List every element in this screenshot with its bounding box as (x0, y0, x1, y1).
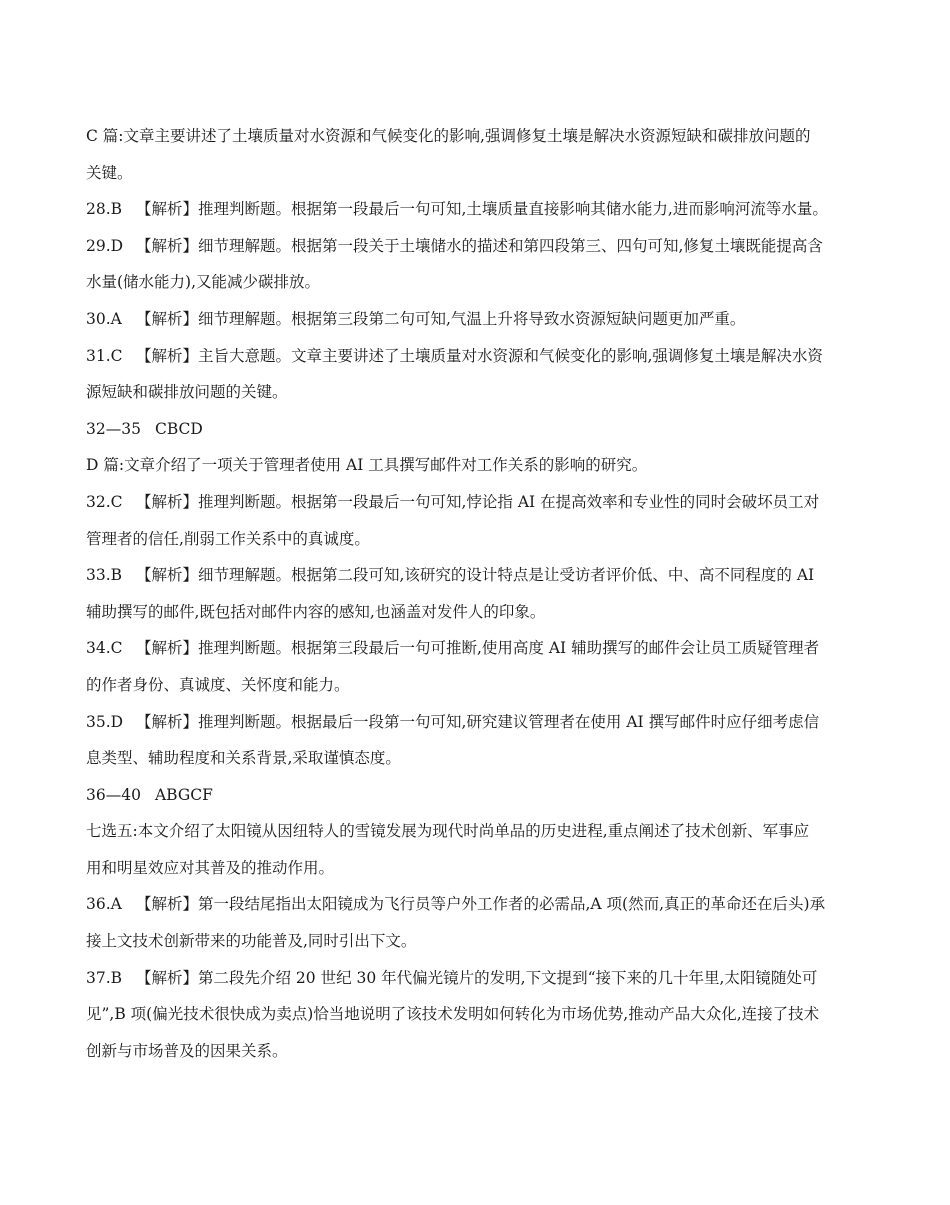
answer-explanations (86, 118, 872, 1069)
answer-item: 35.D 【解析】推理判断题。根据最后一段第一句可知,研究建议管理者在使用 AI 撰写邮件时应仔细考虑信 (86, 704, 872, 741)
question-number: 37.B (86, 968, 123, 987)
text-line: 息类型、辅助程度和关系背景,采取谨慎态度。 (86, 749, 401, 768)
question-range: 36—40 (86, 785, 141, 804)
question-number: 29.D (86, 236, 124, 255)
question-number: 36.A (86, 895, 122, 914)
question-range: 32—35 (86, 419, 141, 438)
text-line: 七选五:本文介绍了太阳镜从因纽特人的雪镜发展为现代时尚单品的历史进程,重点阐述了技术创新、军事应 (86, 822, 810, 841)
answer-item: 29.D 【解析】细节理解题。根据第一段关于土壤储水的描述和第四段第三、四句可知,修复土壤既能提高含 (86, 228, 872, 265)
text-line: C 篇:文章主要讲述了土壤质量对水资源和气候变化的影响,强调修复土壤是解决水资源短缺和碳排放问题的 (86, 127, 811, 145)
question-number: 32.C (86, 492, 123, 511)
question-number: 31.C (86, 346, 123, 365)
answer-range (86, 777, 872, 814)
question-number: 35.D (86, 712, 124, 731)
question-number: 34.C (86, 639, 123, 658)
range-answers: ABGCF (154, 785, 213, 804)
text-line: 辅助撰写的邮件,既包括对邮件内容的感知,也涵盖对发件人的印象。 (86, 602, 546, 621)
range-answers: CBCD (154, 419, 203, 438)
text-line: 的作者身份、真诚度、关怀度和能力。 (86, 675, 350, 694)
question-number: 33.B (86, 566, 123, 585)
text-line: 管理者的信任,削弱工作关系中的真诚度。 (86, 529, 370, 548)
answer-item: 34.C 【解析】推理判断题。根据第三段最后一句可推断,使用高度 AI 辅助撰写的邮件会让员工质疑管理者 (86, 630, 872, 667)
text-line: 关键。 (86, 163, 133, 182)
text-line: 创新与市场普及的因果关系。 (86, 1041, 288, 1060)
question-number: 28.B (86, 200, 123, 219)
answer-item: 30.A 【解析】细节理解题。根据第三段第二句可知,气温上升将导致水资源短缺问题更加严重。 (86, 301, 872, 338)
text-line: 见”,B 项(偏光技术很快成为卖点)恰当地说明了该技术发明如何转化为市场优势,推动产品大众化,连接了技术 (86, 1005, 820, 1024)
text-line: D 篇:文章介绍了一项关于管理者使用 AI 工具撰写邮件对工作关系的影响的研究。 (86, 456, 648, 475)
answer-item: 36.A 【解析】第一段结尾指出太阳镜成为飞行员等户外工作者的必需品,A 项(然而,真正的革命还在后头)承 (86, 886, 872, 923)
text-line: 源短缺和碳排放问题的关键。 (86, 383, 288, 402)
answer-item: 28.B 【解析】推理判断题。根据第一段最后一句可知,土壤质量直接影响其储水能力,进而影响河流等水量。 (86, 191, 872, 228)
answer-range (86, 411, 872, 448)
answer-item: 37.B 【解析】第二段先介绍 20 世纪 30 年代偏光镜片的发明,下文提到“接下来的几十年里,太阳镜随处可 (86, 960, 872, 997)
text-line: 用和明星效应对其普及的推动作用。 (86, 858, 335, 877)
answer-item: 32.C 【解析】推理判断题。根据第一段最后一句可知,悖论指 AI 在提高效率和专业性的同时会破坏员工对 (86, 484, 872, 521)
question-number: 30.A (86, 309, 122, 328)
answer-item: 33.B 【解析】细节理解题。根据第二段可知,该研究的设计特点是让受访者评价低、中、高不同程度的 AI (86, 557, 872, 594)
text-line: 接上文技术创新带来的功能普及,同时引出下文。 (86, 932, 417, 951)
answer-item: 31.C 【解析】主旨大意题。文章主要讲述了土壤质量对水资源和气候变化的影响,强调修复土壤是解决水资 (86, 338, 872, 375)
text-line: 水量(储水能力),又能减少碳排放。 (86, 273, 321, 292)
